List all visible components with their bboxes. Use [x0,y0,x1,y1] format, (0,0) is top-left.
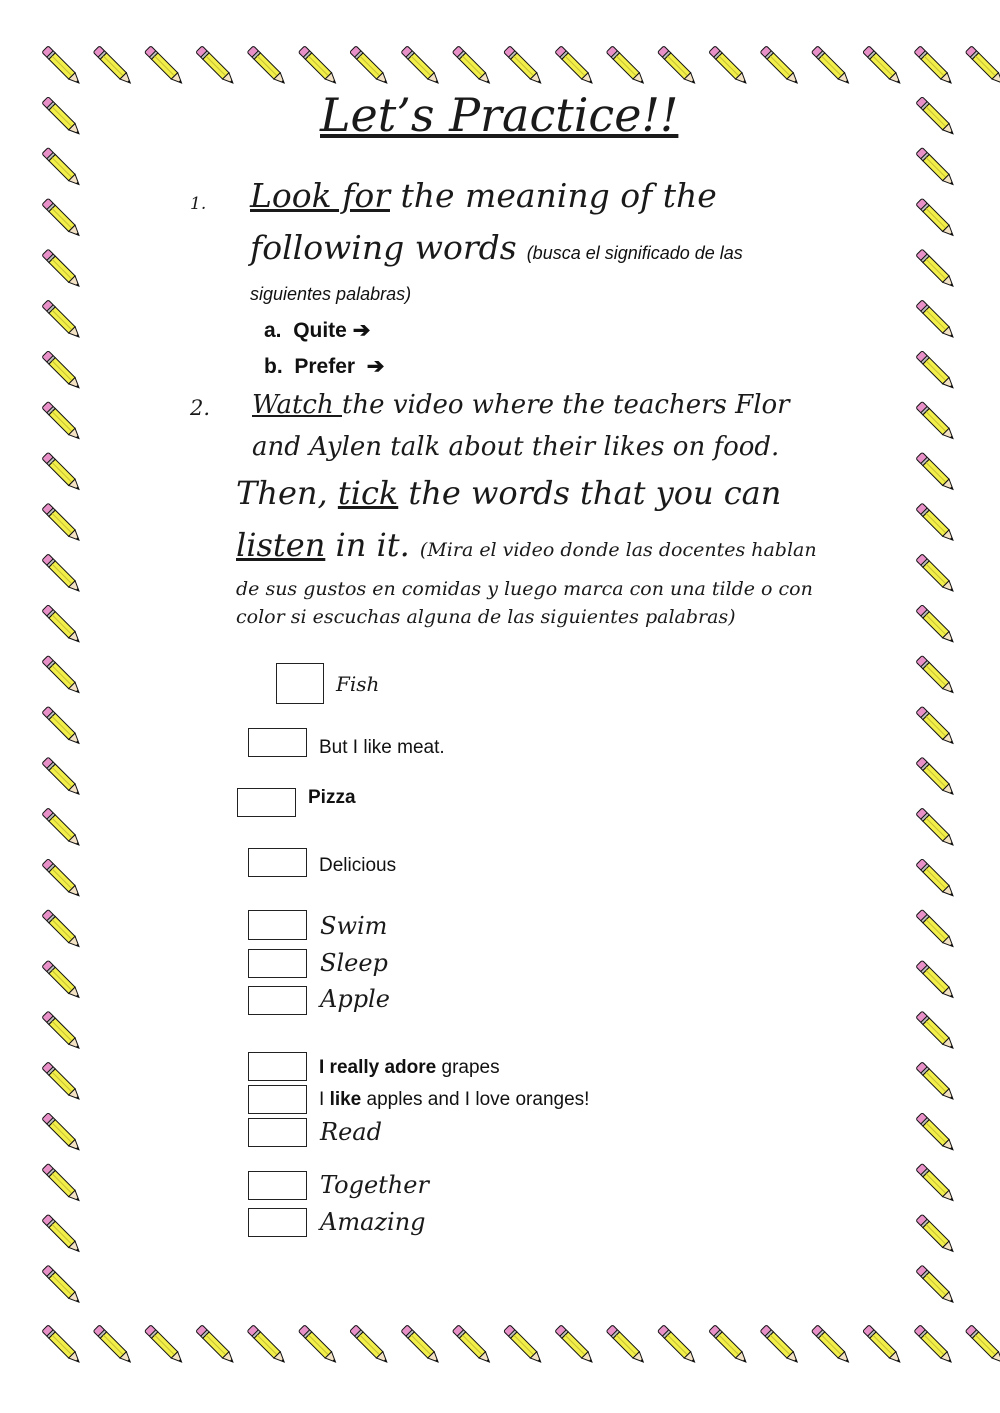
pencil-icon [42,960,83,1001]
pencil-icon [709,46,750,87]
pencil-icon [93,46,134,87]
checkbox-fish[interactable] [276,663,324,704]
pencil-icon [606,46,647,87]
pencil-icon [916,198,957,239]
pencil-icon [42,1214,83,1255]
checkbox-grapes[interactable] [248,1052,307,1081]
pencil-icon [247,1325,288,1366]
q2-verb-tick: tick [337,474,399,512]
checkbox-sleep[interactable] [248,949,307,978]
pencil-icon [555,46,596,87]
checkbox-meat[interactable] [248,728,307,757]
pencil-icon [504,46,545,87]
checkbox-apples[interactable] [248,1085,307,1114]
pencil-icon [916,300,957,341]
q1-verb: Look for [250,176,390,215]
pencil-icon [916,401,957,442]
pencil-icon [916,1113,957,1154]
pencil-icon [657,46,698,87]
pencil-icon [916,960,957,1001]
pencil-icon [916,503,957,544]
checkbox-apple[interactable] [248,986,307,1015]
pencil-icon [42,1163,83,1204]
pencil-icon [863,46,904,87]
pencil-icon [42,859,83,900]
label-pizza: Pizza [308,787,356,808]
pencil-icon [760,46,801,87]
pencil-icon [42,147,83,188]
pencil-icon [42,249,83,290]
pencil-icon [916,706,957,747]
pencil-icon [811,1325,852,1366]
q2-line-3: Then, tick the words that you can [236,474,782,512]
pencil-icon [916,147,957,188]
pencil-icon [606,1325,647,1366]
pencil-icon [42,757,83,798]
q2-verb-listen: listen [236,526,326,564]
pencil-icon [42,198,83,239]
q2-number: 2. [190,396,211,420]
page-title: Let’s Practice!! [320,88,679,142]
pencil-icon [42,1265,83,1306]
q2-line-1: Watch the video where the teachers Flor [252,390,790,420]
checkbox-read[interactable] [248,1118,307,1147]
pencil-icon [42,655,83,696]
checkbox-swim[interactable] [248,910,307,940]
q1-line-2 [250,228,743,267]
pencil-icon [42,452,83,493]
checkbox-amazing[interactable] [248,1208,307,1237]
q1-word-quite: Quite [293,319,347,342]
pencil-icon [504,1325,545,1366]
pencil-icon [298,46,339,87]
pencil-icon [916,452,957,493]
pencil-icon [42,706,83,747]
pencil-icon [965,1325,1000,1366]
q1-item-b: b. Prefer ➔ [264,355,385,378]
pencil-icon [298,1325,339,1366]
pencil-icon [196,1325,237,1366]
pencil-icon [93,1325,134,1366]
label-delicious: Delicious [319,855,397,876]
pencil-icon [916,1265,957,1306]
pencil-icon [965,46,1000,87]
pencil-icon [914,1325,955,1366]
pencil-icon [916,351,957,392]
pencil-icon [42,808,83,849]
label-read: Read [320,1118,382,1146]
pencil-icon [916,97,957,138]
q1-line-1 [250,176,717,215]
pencil-icon [916,859,957,900]
pencil-icon [657,1325,698,1366]
pencil-icon [42,401,83,442]
label-together: Together [320,1171,429,1199]
pencil-icon [42,554,83,595]
pencil-icon [42,605,83,646]
pencil-icon [916,605,957,646]
pencil-icon [452,1325,493,1366]
pencil-icon [42,300,83,341]
q1-spanish-1: (busca el significado de las [526,243,743,263]
q2-line-2: and Aylen talk about their likes on food. [252,432,780,462]
pencil-icon [863,1325,904,1366]
pencil-icon [42,1325,83,1366]
q2-spanish-3: color si escuchas alguna de las siguientes palabras) [236,606,736,628]
arrow-right-icon: ➔ [366,355,385,378]
label-fish: Fish [336,672,380,696]
checkbox-delicious[interactable] [248,848,307,877]
pencil-icon [42,1062,83,1103]
pencil-icon [916,1163,957,1204]
pencil-icon [916,757,957,798]
q2-line-4: listen in it. (Mira el video donde las docentes hablan [236,526,817,564]
label-apples: I like apples and I love oranges! [319,1089,590,1110]
checkbox-pizza[interactable] [237,788,296,817]
q1-word-prefer: Prefer [294,355,356,378]
q2-spanish-1: (Mira el video donde las docentes hablan [419,539,817,561]
pencil-icon [916,1062,957,1103]
q2-spanish-2: de sus gustos en comidas y luego marca con una tilde o con [236,578,813,600]
pencil-icon [555,1325,596,1366]
q1-spanish-2: siguientes palabras) [250,284,412,304]
pencil-icon [42,503,83,544]
label-amazing: Amazing [320,1208,426,1236]
pencil-icon [401,46,442,87]
q1-text-2: following words [250,228,517,267]
pencil-icon [916,909,957,950]
label-sleep: Sleep [320,949,388,977]
pencil-icon [144,46,185,87]
pencil-icon [916,249,957,290]
arrow-right-icon: ➔ [352,319,371,342]
pencil-icon [709,1325,750,1366]
pencil-icon [914,46,955,87]
pencil-icon [916,655,957,696]
pencil-icon [42,351,83,392]
label-swim: Swim [320,912,388,940]
q1-item-a: a. Quite ➔ [264,319,371,342]
pencil-icon [916,808,957,849]
pencil-icon [350,1325,391,1366]
pencil-icon [916,1214,957,1255]
pencil-icon [42,1113,83,1154]
label-grapes: I really adore grapes [319,1057,500,1078]
pencil-icon [916,554,957,595]
q1-number: 1. [190,194,207,214]
q2-verb-watch: Watch [252,390,342,420]
pencil-icon [196,46,237,87]
pencil-icon [42,909,83,950]
pencil-icon [760,1325,801,1366]
pencil-icon [42,97,83,138]
pencil-icon [144,1325,185,1366]
pencil-icon [916,1011,957,1052]
label-apple: Apple [320,985,390,1013]
pencil-icon [401,1325,442,1366]
pencil-icon [350,46,391,87]
pencil-icon [247,46,288,87]
q1-text-1: the meaning of the [390,176,717,215]
checkbox-together[interactable] [248,1171,307,1200]
pencil-icon [452,46,493,87]
pencil-icon [42,1011,83,1052]
pencil-icon [811,46,852,87]
pencil-icon [42,46,83,87]
label-meat: But I like meat. [319,737,445,758]
